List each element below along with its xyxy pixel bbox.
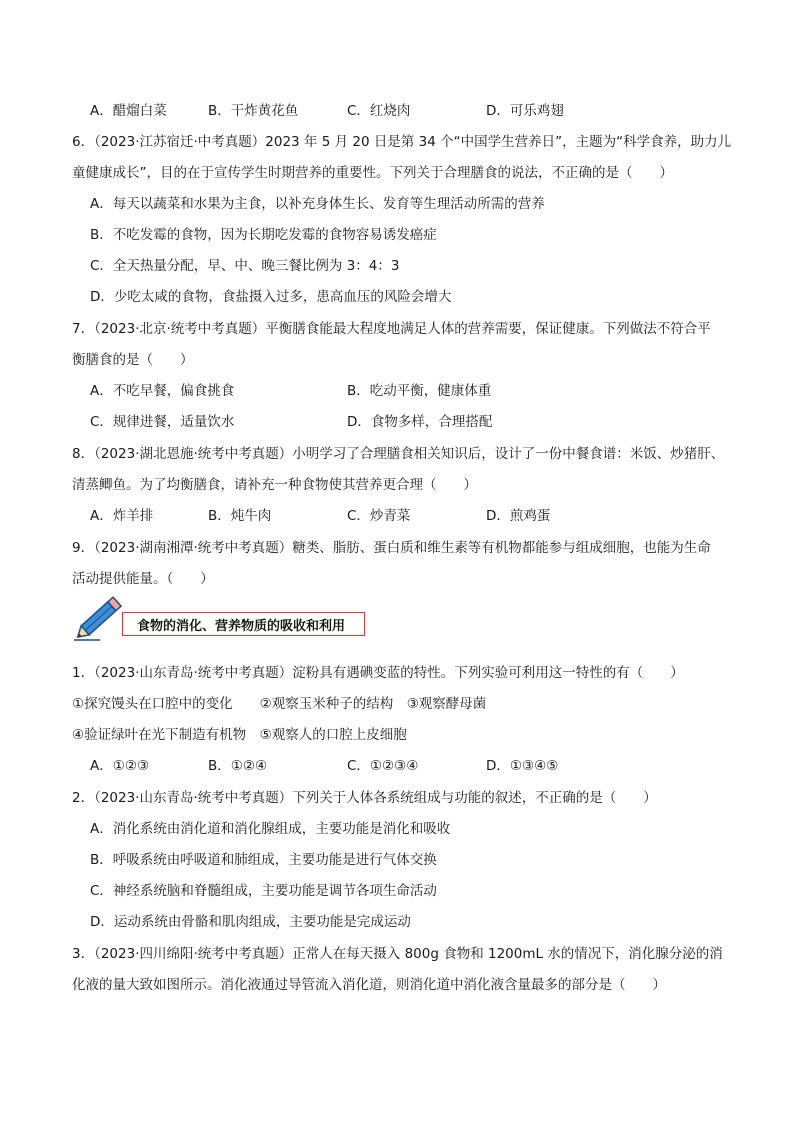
q6-option-a: A．每天以蔬菜和水果为主食，以补充身体生长、发育等生理活动所需的营养	[90, 196, 545, 212]
q7-option-d: D．食物多样，合理搭配	[347, 414, 493, 430]
q8-option-d: D．煎鸡蛋	[486, 508, 551, 524]
q7-option-c: C．规律进餐，适量饮水	[90, 414, 235, 430]
s2-option-a: A．消化系统由消化道和消化腺组成，主要功能是消化和吸收	[90, 821, 451, 837]
q8-option-a: A．炸羊排	[90, 508, 154, 524]
q6-stem-line1: 6．（2023·江苏宿迁·中考真题）2023 年 5 月 20 日是第 34 个“中国学生营养日”，主题为“科学食养，助力儿	[72, 134, 732, 150]
q7-stem-line1: 7．（2023·北京·统考中考真题）平衡膳食能最大程度地满足人体的营养需要，保证健康。下列做法不符合平	[72, 321, 711, 337]
s2-option-d: D．运动系统由骨骼和肌肉组成，主要功能是完成运动	[90, 914, 411, 930]
s3-stem-line1: 3．（2023·四川绵阳·统考中考真题）正常人在每天摄入 800g 食物和 1200mL 水的情况下，消化腺分泌的消	[72, 946, 723, 962]
q5-option-c: C．红烧肉	[347, 103, 411, 119]
s1-stem-line2: ①探究馒头在口腔中的变化 ②观察玉米种子的结构 ③观察酵母菌	[72, 696, 487, 712]
q7-option-b: B．吃动平衡，健康体重	[347, 383, 492, 399]
q5-option-a: A．醋熘白菜	[90, 103, 167, 119]
s1-stem-line1: 1．（2023·山东青岛·统考中考真题）淀粉具有遇碘变蓝的特性。下列实验可利用这一特性的有（ ）	[72, 665, 684, 681]
s1-option-c: C．①②③④	[347, 758, 419, 774]
q9-stem-line1: 9．（2023·湖南湘潭·统考中考真题）糖类、脂肪、蛋白质和维生素等有机物都能参与组成细胞，也能为生命	[72, 540, 711, 556]
s1-option-b: B．①②④	[208, 758, 268, 774]
q5-option-b: B．干炸黄花鱼	[208, 103, 299, 119]
q6-option-c: C．全天热量分配，早、中、晚三餐比例为 3：4：3	[90, 258, 400, 274]
s1-stem-line3: ④验证绿叶在光下制造有机物 ⑤观察人的口腔上皮细胞	[72, 727, 407, 743]
q9-stem-line2: 活动提供能量。（ ）	[72, 571, 214, 587]
section-title: 食物的消化、营养物质的吸收和利用	[137, 618, 346, 634]
q7-stem-line2: 衡膳食的是（ ）	[72, 352, 194, 368]
q8-option-b: B．炖牛肉	[208, 508, 272, 524]
s2-stem-line1: 2．（2023·山东青岛·统考中考真题）下列关于人体各系统组成与功能的叙述，不正确的是（ ）	[72, 790, 657, 806]
q8-option-c: C．炒青菜	[347, 508, 411, 524]
q6-option-d: D．少吃太咸的食物，食盐摄入过多，患高血压的风险会增大	[90, 289, 452, 305]
q8-stem-line1: 8．（2023·湖北恩施·统考中考真题）小明学习了合理膳食相关知识后，设计了一份中餐食谱：米饭、炒猪肝、	[72, 446, 725, 462]
s2-option-c: C．神经系统脑和脊髓组成，主要功能是调节各项生命活动	[90, 883, 437, 899]
q6-stem-line2: 童健康成长”，目的在于宣传学生时期营养的重要性。下列关于合理膳食的说法，不正确的是（ ）	[72, 165, 673, 181]
s3-stem-line2: 化液的量大致如图所示。消化液通过导管流入消化道，则消化道中消化液含量最多的部分是（ ）	[72, 977, 666, 993]
q7-option-a: A．不吃早餐，偏食挑食	[90, 383, 235, 399]
section-title-box	[122, 612, 365, 636]
s1-option-a: A．①②③	[90, 758, 150, 774]
pencil-icon	[70, 590, 130, 644]
q8-stem-line2: 清蒸鲫鱼。为了均衡膳食，请补充一种食物使其营养更合理（ ）	[72, 477, 477, 493]
s2-option-b: B．呼吸系统由呼吸道和肺组成，主要功能是进行气体交换	[90, 852, 437, 868]
q5-option-d: D．可乐鸡翅	[486, 103, 564, 119]
q6-option-b: B．不吃发霉的食物，因为长期吃发霉的食物容易诱发癌症	[90, 227, 437, 243]
s1-option-d: D．①③④⑤	[486, 758, 559, 774]
section-header	[70, 590, 370, 644]
